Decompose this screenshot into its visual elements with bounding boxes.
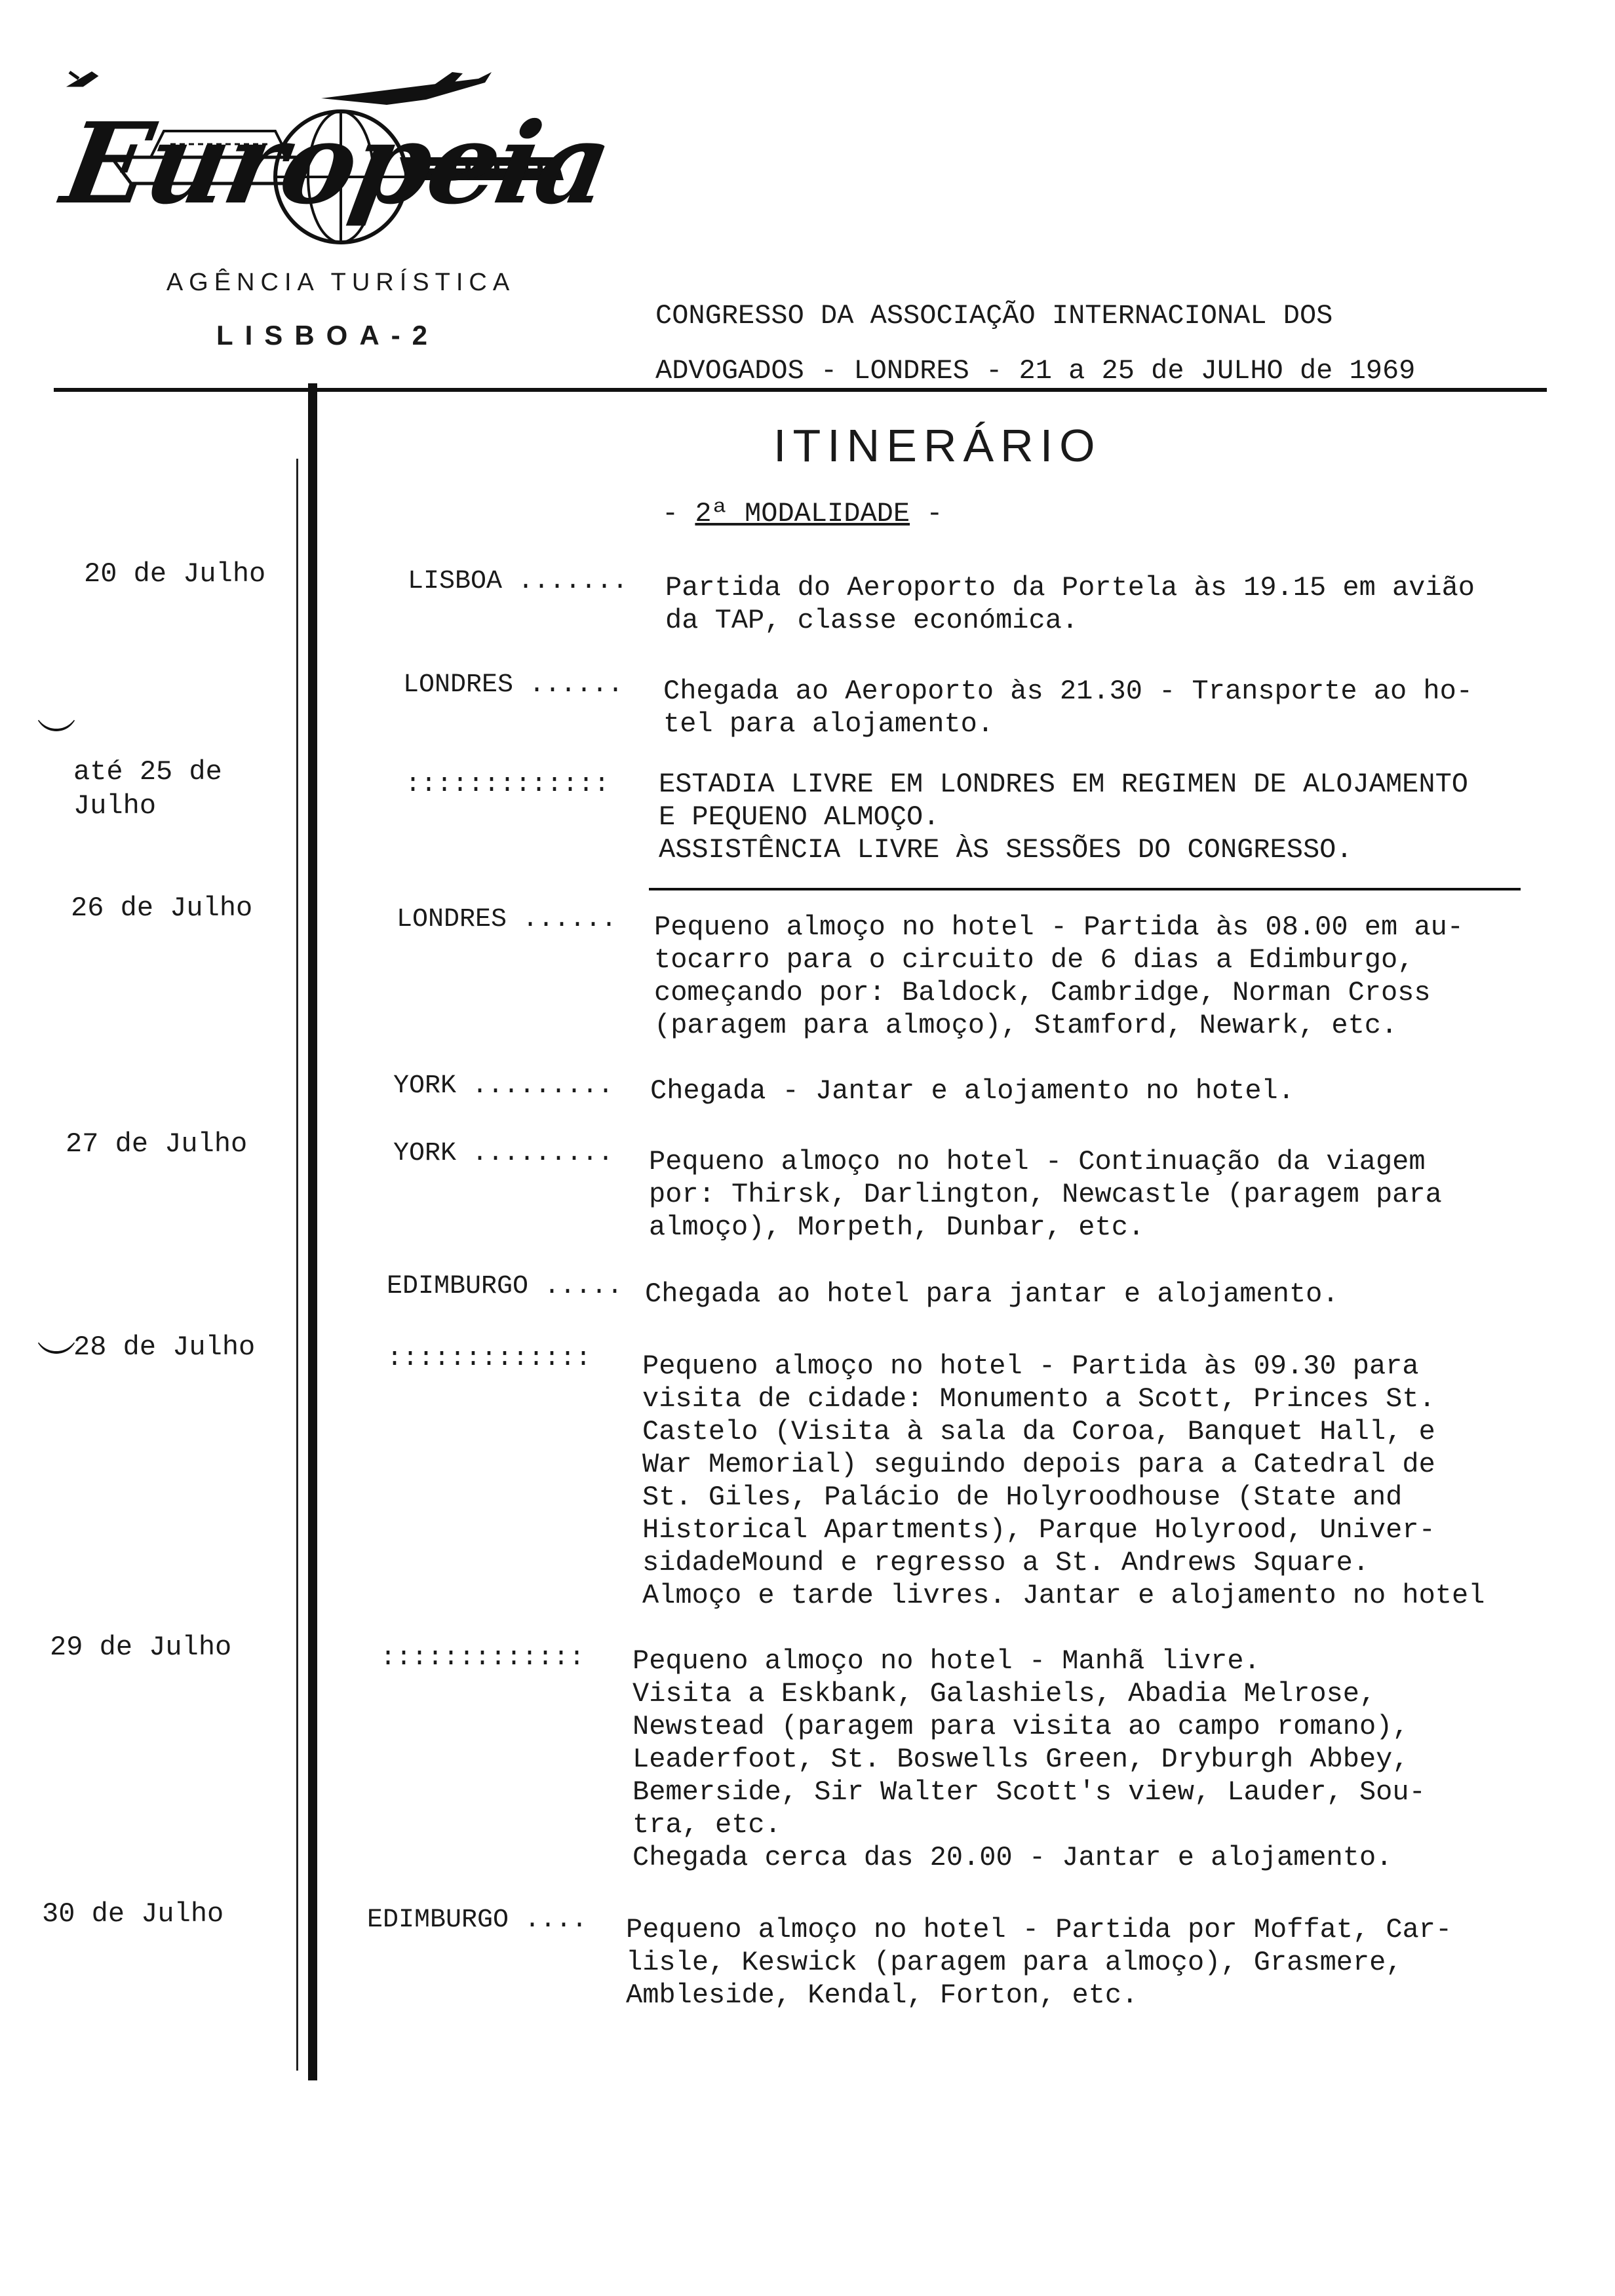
entry-text: Pequeno almoço no hotel - Partida por Moffat, Car- lisle, Keswick (paragem para almoço), Grasmere, Ambleside, Kendal, Forton, etc. — [626, 1914, 1452, 2011]
entry-text: ESTADIA LIVRE EM LONDRES EM REGIMEN DE ALOJAMENTO E PEQUENO ALMOÇO. ASSISTÊNCIA LIVRE ÀS SESSÕES DO CONGRESSO. — [659, 769, 1469, 866]
entry-place: LONDRES ...... — [397, 905, 617, 934]
page-subtitle: - 2ª MODALIDADE - — [662, 498, 943, 529]
agency-city: LISBOA-2 — [216, 320, 439, 351]
entry-place: ::::::::::::: — [387, 1344, 592, 1373]
agency-name: AGÊNCIA TURÍSTICA — [166, 269, 516, 296]
handwritten-mark: ︶ — [37, 716, 76, 762]
entry-place: ::::::::::::: — [405, 770, 610, 799]
logo-wordmark: Europeia — [54, 98, 619, 229]
header-divider — [54, 388, 1547, 392]
entry-text: Pequeno almoço no hotel - Manhã livre. Visita a Eskbank, Galashiels, Abadia Melrose, Newstead (paragem para visita ao campo romano), Leaderfoot, St. Boswells Green, Dryburgh Abbey, Bemerside, Sir Walter Scott's view, Lauder, Sou- tra, etc. Chegada cerca das 20.00 - Jantar e alojamento. — [632, 1645, 1426, 1873]
entry-place: ::::::::::::: — [380, 1643, 585, 1673]
entry-place: LISBOA ....... — [408, 567, 629, 596]
event-heading — [655, 288, 1508, 398]
entry-place: EDIMBURGO ..... — [387, 1272, 623, 1301]
page-title: ITINERÁRIO — [773, 420, 1102, 471]
event-line-2: ADVOGADOS - LONDRES - 21 a 25 de JULHO de 1969 — [655, 355, 1416, 387]
entry-place: LONDRES ...... — [403, 670, 624, 700]
date-30-julho: 30 de Julho — [42, 1898, 224, 1930]
entry-place: YORK ......... — [393, 1071, 614, 1101]
event-line-1: CONGRESSO DA ASSOCIAÇÃO INTERNACIONAL DOS — [655, 300, 1333, 332]
date-ate-25-julho: até 25 de Julho — [73, 756, 222, 822]
date-27-julho: 27 de Julho — [66, 1128, 248, 1160]
entry-text: Pequeno almoço no hotel - Continuação da viagem por: Thirsk, Darlington, Newcastle (paragem para almoço), Morpeth, Dunbar, etc. — [649, 1146, 1442, 1243]
entry-text: Chegada - Jantar e alojamento no hotel. — [650, 1075, 1294, 1107]
date-28-julho: 28 de Julho — [73, 1331, 256, 1363]
modality-label: 2ª MODALIDADE — [695, 498, 910, 529]
entry-text: Pequeno almoço no hotel - Partida às 08.00 em au- tocarro para o circuito de 6 dias a Edimburgo, começando por: Baldock, Cambridge, Norman Cross (paragem para almoço), Stamford, Newark, etc. — [654, 911, 1464, 1041]
date-29-julho: 29 de Julho — [50, 1632, 232, 1663]
date-26-julho: 26 de Julho — [71, 892, 253, 924]
margin-bar-thin — [296, 459, 298, 2071]
entry-text: Chegada ao Aeroporto às 21.30 - Transporte ao ho- tel para alojamento. — [663, 676, 1473, 740]
margin-bar — [308, 383, 317, 2080]
handwritten-mark-2: ︶ — [37, 1339, 76, 1385]
section-divider — [649, 888, 1521, 890]
entry-place: EDIMBURGO .... — [367, 1905, 588, 1935]
date-20-julho: 20 de Julho — [84, 558, 266, 590]
entry-place: YORK ......... — [393, 1139, 614, 1168]
entry-text: Partida do Aeroporto da Portela às 19.15 em avião da TAP, classe económica. — [665, 572, 1475, 636]
entry-text: Pequeno almoço no hotel - Partida às 09.30 para visita de cidade: Monumento a Scott, Princes St. Castelo (Visita à sala da Coroa, Banquet Hall, e War Memorial) seguindo depois para a Catedral de St. Giles, Palácio de Holyroodhouse (State and Historical Apartments), Parque Holyrood, Univer- sidadeMound e regresso a St. Andrews Square. Almoço e tarde livres. Jantar e alojamento no hotel — [642, 1350, 1485, 1611]
entry-text: Chegada ao hotel para jantar e alojamento. — [645, 1278, 1339, 1310]
